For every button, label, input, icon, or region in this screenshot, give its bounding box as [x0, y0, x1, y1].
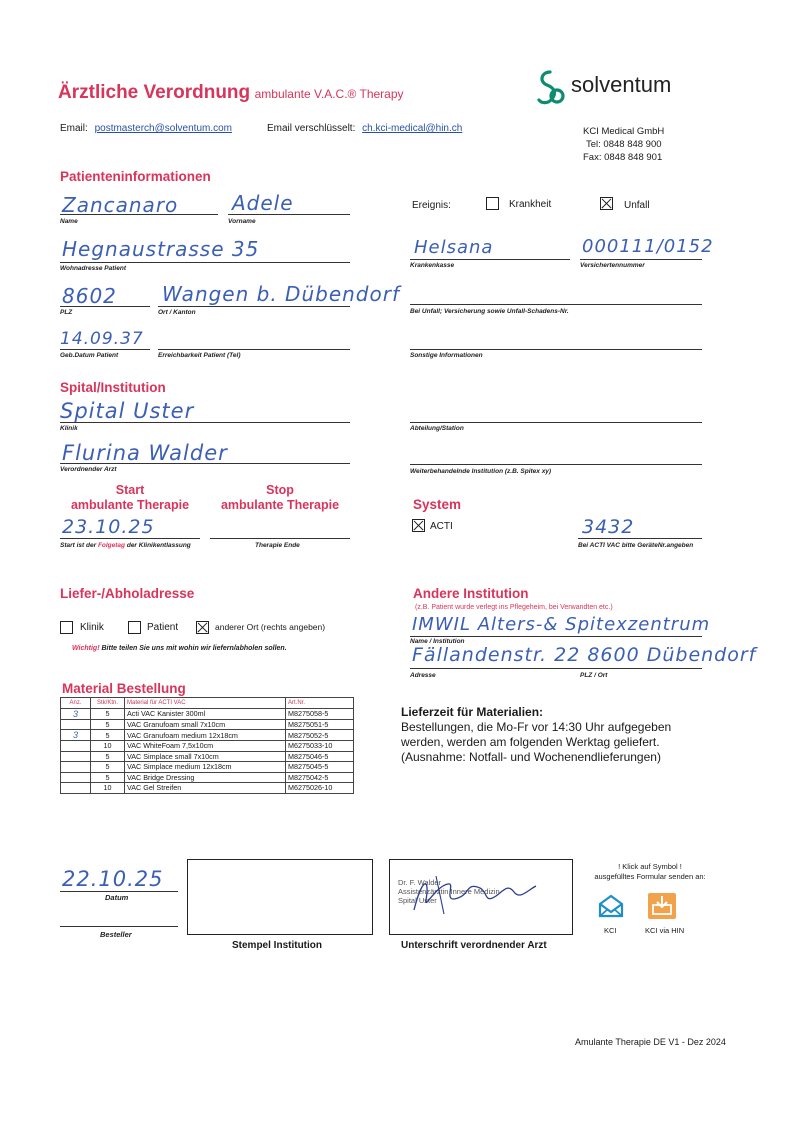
material-row [61, 741, 354, 752]
start-title-1: Start [115, 483, 145, 497]
section-andere: Andere Institution [413, 586, 529, 601]
col-stk: Stk/Ktn. [91, 698, 125, 709]
material-anz-cell[interactable]: 3 [61, 730, 91, 741]
andere-plz-label: PLZ / Ort [580, 672, 608, 679]
material-art-cell: M8275051-5 [286, 719, 354, 730]
stamp-box[interactable] [187, 859, 373, 935]
end-label: Therapie Ende [255, 542, 300, 549]
stop-title-2: ambulante Therapie [220, 498, 340, 512]
signature-scribble-icon [396, 870, 566, 920]
material-row [61, 751, 354, 762]
andere-address[interactable]: Fällandenstr. 22 8600 Dübendorf [412, 644, 757, 666]
andere-name-label: Name / Institution [410, 638, 465, 645]
lieferzeit-line2: werden, werden am folgenden Werktag geliefert. [401, 735, 660, 749]
device-label: Bei ACTI VAC bitte GeräteNr.angeben [578, 542, 694, 549]
material-row [61, 719, 354, 730]
send-kci-button[interactable] [597, 893, 625, 919]
page-title [58, 82, 404, 104]
material-art-cell: M8275058-5 [286, 708, 354, 719]
reach-label: Erreichbarkeit Patient (Tel) [158, 352, 241, 359]
patient-name[interactable]: Zancanaro [62, 193, 179, 217]
andere-note: (z.B. Patient wurde verlegt ins Pflegeheim, bei Verwandten etc.) [415, 604, 613, 611]
patient-vorname[interactable]: Adele [232, 191, 294, 215]
send-hin-button[interactable] [648, 893, 676, 919]
material-table [60, 697, 354, 794]
material-anz-cell[interactable] [61, 772, 91, 783]
material-stk-cell: 5 [91, 772, 125, 783]
address-label: Wohnadresse Patient [60, 265, 126, 272]
krankheit-label: Krankheit [509, 199, 552, 210]
material-art-cell: M6275033-10 [286, 741, 354, 752]
unfall-info-label: Bei Unfall; Versicherung sowie Unfall-Schadens-Nr. [410, 308, 569, 315]
material-stk-cell: 5 [91, 719, 125, 730]
material-name-cell: VAC Gel Streifen [125, 783, 286, 794]
hin-label: KCI via HIN [645, 926, 685, 935]
mail-icon [597, 893, 625, 919]
material-art-cell: M6275026-10 [286, 783, 354, 794]
email-link[interactable]: postmasterch@solventum.com [94, 123, 232, 134]
lieferzeit-title: Lieferzeit für Materialien: [401, 705, 544, 719]
material-art-cell: M8275046-5 [286, 751, 354, 762]
weiter-label: Weiterbehandelnde Institution (z.B. Spitex xy) [410, 468, 552, 475]
checkbox-acti[interactable] [412, 519, 425, 532]
material-name-cell: Acti VAC Kanister 300ml [125, 708, 286, 719]
section-material: Material Bestellung [62, 681, 186, 696]
material-name-cell: VAC Granufoam small 7x10cm [125, 719, 286, 730]
material-anz-cell[interactable] [61, 783, 91, 794]
email-label: Email: [60, 123, 88, 134]
material-row [61, 708, 354, 719]
liefer-hint: Wichtig! Bitte teilen Sie uns mit wohin wir liefern/abholen sollen. [72, 645, 287, 652]
material-stk-cell: 5 [91, 751, 125, 762]
name-label: Name [60, 218, 78, 225]
company-name: KCI Medical GmbH [583, 126, 665, 137]
plz-label: PLZ [60, 309, 73, 316]
section-patient: Patienteninformationen [60, 169, 211, 184]
arzt-label: Verordnender Arzt [60, 466, 117, 473]
event-label: Ereignis: [412, 200, 451, 211]
material-stk-cell: 5 [91, 708, 125, 719]
material-name-cell: VAC Bridge Dressing [125, 772, 286, 783]
download-mail-icon [648, 893, 676, 919]
solventum-logo-icon [535, 68, 565, 110]
stempel-label: Stempel Institution [232, 940, 322, 951]
device-number[interactable]: 3432 [582, 516, 635, 538]
company-block [583, 125, 664, 164]
send-info: ! Klick auf Symbol ! ausgefülltes Formular senden an: [594, 862, 706, 881]
material-name-cell: VAC Simplace medium 12x18cm [125, 762, 286, 773]
versnr-label: Versichertennummer [580, 262, 645, 269]
klinik-label: Klinik [60, 425, 78, 432]
title-sub: ambulante V.A.C.® Therapy [254, 87, 404, 101]
kci-label: KCI [604, 926, 617, 935]
verordnender-arzt[interactable]: Flurina Walder [62, 441, 228, 465]
company-tel: Tel: 0848 848 900 [586, 139, 662, 150]
checkbox-klinik[interactable] [60, 621, 73, 634]
kasse-label: Krankenkasse [410, 262, 455, 269]
stop-title-1: Stop [266, 483, 294, 497]
stop-title [210, 483, 350, 513]
material-row [61, 783, 354, 794]
material-stk-cell: 10 [91, 783, 125, 794]
material-anz-cell[interactable] [61, 751, 91, 762]
signature-label: Unterschrift verordnender Arzt [401, 940, 547, 951]
material-row [61, 772, 354, 783]
email-enc-label: Email verschlüsselt: [267, 123, 356, 134]
section-spital: Spital/Institution [60, 380, 166, 395]
doctor-stamp: Dr. F. Walder Assistenzärztin Innere Medizin Spital Uster [398, 878, 500, 905]
material-anz-cell[interactable]: 3 [61, 708, 91, 719]
email-row [60, 123, 232, 134]
material-stk-cell: 10 [91, 741, 125, 752]
col-material: Material für ACTI VAC [125, 698, 286, 709]
order-date[interactable]: 22.10.25 [62, 867, 164, 891]
andere-address-label: Adresse [410, 672, 436, 679]
andere-name[interactable]: IMWIL Alters-& Spitexzentrum [412, 614, 711, 635]
email-enc-row [267, 123, 462, 134]
opt-patient-label: Patient [147, 622, 179, 633]
checkbox-patient[interactable] [128, 621, 141, 634]
checkbox-unfall[interactable] [600, 197, 613, 210]
opt-klinik-label: Klinik [80, 622, 104, 633]
patient-address[interactable]: Hegnaustrasse 35 [62, 237, 260, 261]
patient-dob[interactable]: 14.09.37 [60, 329, 144, 349]
start-date[interactable]: 23.10.25 [62, 516, 155, 538]
brand-logo [535, 68, 705, 108]
material-stk-cell: 5 [91, 762, 125, 773]
krankenkasse[interactable]: Helsana [414, 237, 494, 258]
checkbox-anderer-ort[interactable] [196, 621, 209, 634]
date-label: Datum [105, 893, 129, 902]
material-anz-cell[interactable] [61, 762, 91, 773]
section-system: System [413, 497, 462, 512]
col-anz: Anz. [61, 698, 91, 709]
ort-label: Ort / Kanton [158, 309, 196, 316]
material-art-cell: M8275052-5 [286, 730, 354, 741]
klinik[interactable]: Spital Uster [60, 399, 195, 423]
section-liefer: Liefer-/Abholadresse [60, 586, 195, 601]
abteilung-label: Abteilung/Station [410, 425, 464, 432]
start-title-2: ambulante Therapie [70, 498, 190, 512]
opt-other-label: anderer Ort (rechts angeben) [215, 622, 326, 632]
brand-name: solventum [571, 72, 672, 97]
vorname-label: Vorname [228, 218, 256, 225]
versichertennummer[interactable]: 000111/0152 [582, 236, 714, 257]
col-art: Art.Nr. [286, 698, 354, 709]
material-row [61, 730, 354, 741]
material-art-cell: M8275042-5 [286, 772, 354, 783]
checkbox-krankheit[interactable] [486, 197, 499, 210]
patient-ort[interactable]: Wangen b. Dübendorf [162, 282, 401, 306]
unfall-label: Unfall [624, 200, 650, 211]
material-name-cell: VAC Granufoam medium 12x18cm [125, 730, 286, 741]
lieferzeit-line3: (Ausnahme: Notfall- und Wochenendlieferungen) [401, 750, 661, 764]
company-fax: Fax: 0848 848 901 [583, 152, 663, 163]
title-main: Ärztliche Verordnung [58, 82, 251, 103]
material-name-cell: VAC Simplace small 7x10cm [125, 751, 286, 762]
dob-label: Geb.Datum Patient [60, 352, 119, 359]
email-enc-link[interactable]: ch.kci-medical@hin.ch [362, 123, 463, 134]
material-anz-cell[interactable] [61, 741, 91, 752]
lieferzeit-block [401, 705, 671, 765]
start-label: Start ist der Folgetag der Klinikentlassung [60, 542, 191, 549]
material-name-cell: VAC WhiteFoam 7,5x10cm [125, 741, 286, 752]
material-art-cell: M8275045-5 [286, 762, 354, 773]
start-title [60, 483, 200, 513]
version-label: Amulante Therapie DE V1 - Dez 2024 [575, 1037, 726, 1047]
material-header-row [61, 698, 354, 709]
material-row [61, 762, 354, 773]
material-anz-cell[interactable] [61, 719, 91, 730]
acti-label: ACTI [430, 521, 453, 532]
besteller-label: Besteller [100, 930, 132, 939]
sonstige-label: Sonstige Informationen [410, 352, 483, 359]
lieferzeit-line1: Bestellungen, die Mo-Fr vor 14:30 Uhr aufgegeben [401, 720, 672, 734]
signature-box[interactable] [389, 859, 573, 935]
patient-plz[interactable]: 8602 [62, 284, 117, 308]
material-stk-cell: 5 [91, 730, 125, 741]
